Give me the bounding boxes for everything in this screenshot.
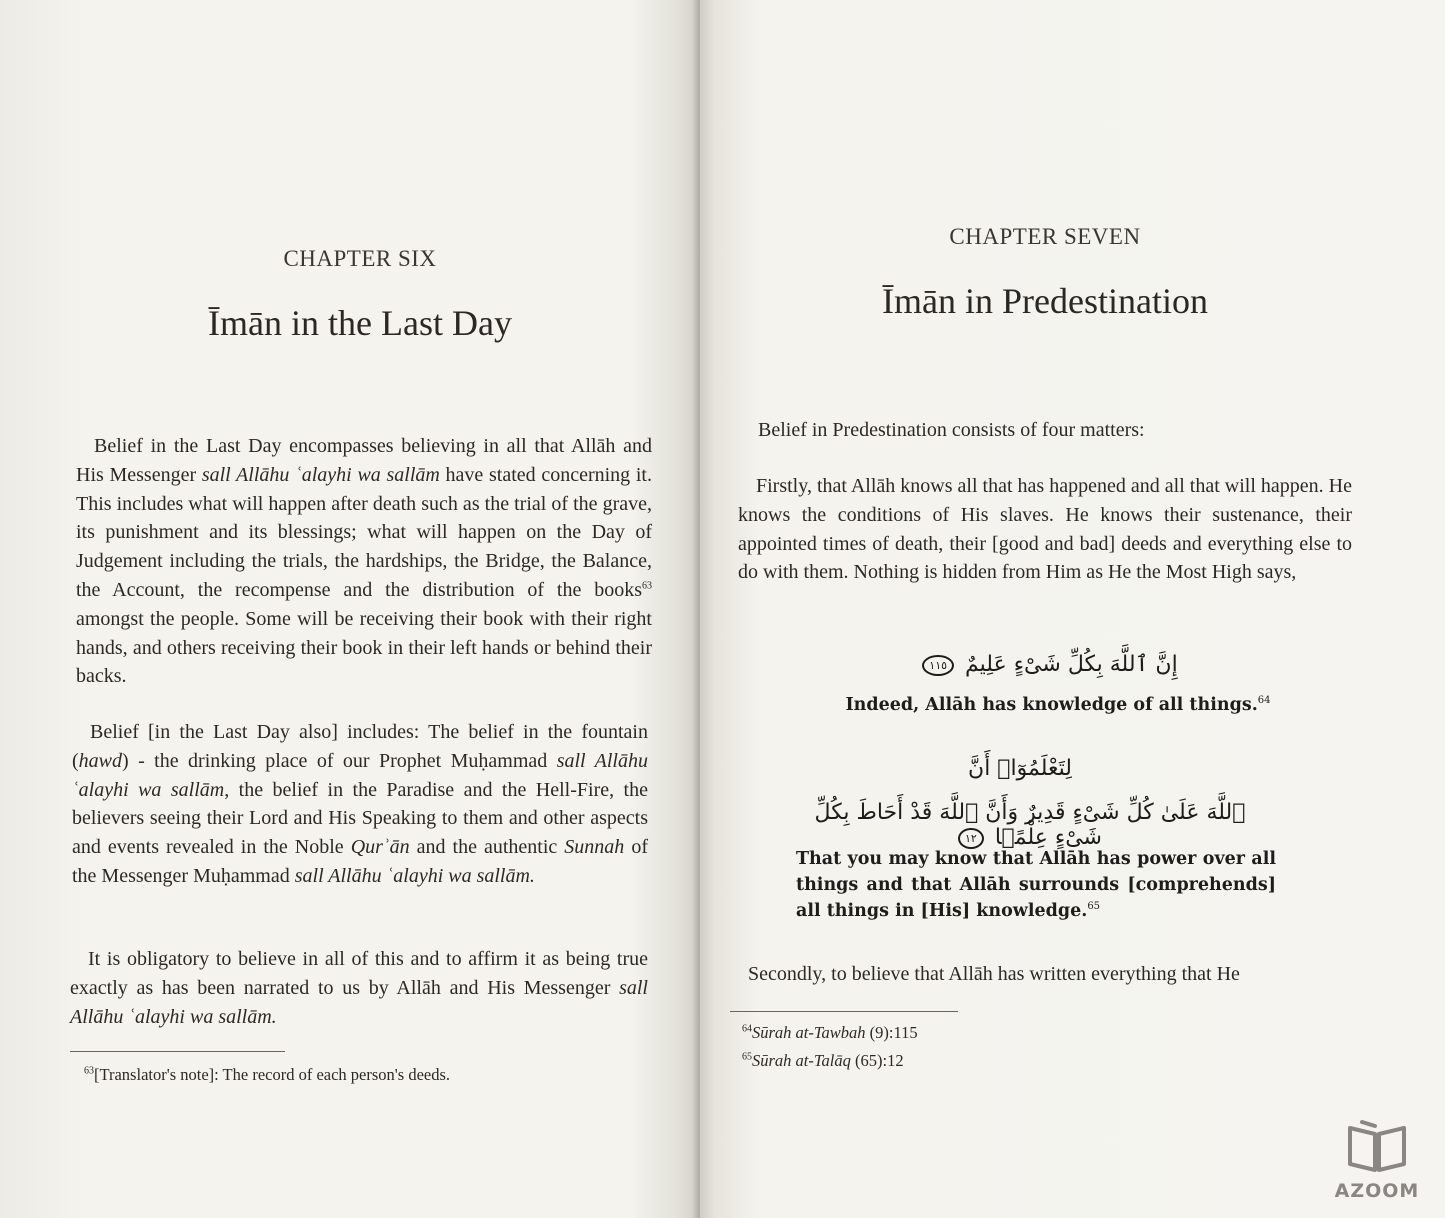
chapter-seven-title: Īmān in Predestination: [882, 281, 1208, 321]
footnote-64: $^{64}$Sūrah at-Tawbah (9):115: [742, 1023, 918, 1042]
predestination-firstly: Firstly, that Allāh knows all that has happened and all that will happen. He knows the conditions of His slaves. He knows their sustenance, their appointed times of death, their [good and bad] deeds and everything else to do with them. Nothing is hidden from Him as He the Most High says,: [738, 475, 1352, 584]
open-book-icon: [1342, 1118, 1412, 1176]
footnote-63: $^{63}$[Translator's note]: The record of each person's deeds.: [84, 1065, 451, 1084]
predestination-intro: Belief in Predestination consists of four matters:: [758, 419, 1145, 441]
chapter-six-title: Īmān in the Last Day: [208, 303, 512, 343]
footnote-ref-63: 63: [642, 580, 652, 592]
footnote-divider: [730, 1011, 958, 1012]
quran-verse-2-arabic-line-2: ٱللَّهَ عَلَىٰ كُلِّ شَىْءٍ قَدِيرٌ وَأَنَّ ٱللَّهَ قَدْ أَحَاطَ بِكُلِّ شَىْءٍ عِلْمًۢا ١٢: [814, 800, 1246, 850]
last-day-paragraph-3: It is obligatory to believe in all of this and to affirm it as being true exactly as has been narrated to us by Allāh and His Messenger sall Allāhu ʿalayhi wa sallām.: [70, 948, 648, 1028]
verse-number-badge: ١٢: [958, 828, 984, 849]
quran-verse-2-arabic-line-1: لِتَعْلَمُوٓا۟ أَنَّ: [968, 756, 1072, 781]
footnote-divider: [70, 1051, 285, 1052]
last-day-paragraph-2: Belief [in the Last Day also] includes: The belief in the fountain (hawd) - the drinking place of our Prophet Muḥammad sall Allāhu ʿalayhi wa sallām, the belief in the Paradise and the Hell-Fire, the believers seeing their Lord and His Speaking to them and other aspects and events revealed in the Noble Qurʾān and the authentic Sunnah of the Messenger Muḥammad sall Allāhu ʿalayhi wa sallām.: [72, 721, 648, 887]
chapter-six-label: CHAPTER SIX: [283, 246, 437, 271]
chapter-seven-label: CHAPTER SEVEN: [949, 224, 1141, 249]
predestination-secondly: Secondly, to believe that Allāh has written everything that He: [748, 963, 1240, 985]
left-page: [0, 0, 700, 1218]
footnote-65: $^{65}$Sūrah at-Talāq (65):12: [742, 1051, 904, 1070]
last-day-paragraph-1: Belief in the Last Day encompasses believing in all that Allāh and His Messenger sall Allāhu ʿalayhi wa sallām have stated concerning it. This includes what will happen after death such as the trial of the grave, its punishment and its blessings; what will happen on the Day of Judgement including the trials, the hardships, the Bridge, the Balance, the Account, the recompense and the distribution of the books$^{63}$ amongst the people. Some will be receiving their book with their right hands, and others receiving their book in their left hands or behind their backs.: [76, 435, 652, 688]
quran-verse-1-arabic: إِنَّ ٱللَّهَ بِكُلِّ شَىْءٍ عَلِيمٌ ١١٥: [900, 652, 1200, 677]
quran-verse-1-translation: Indeed, Allāh has knowledge of all things.$^{64}$: [845, 695, 1271, 715]
right-page: [700, 0, 1445, 1218]
azoom-watermark: [1322, 1118, 1432, 1208]
watermark-text: AZOOM: [1334, 1180, 1420, 1202]
verse-number-badge: ١١٥: [922, 655, 954, 676]
quran-verse-2-translation: That you may know that Allāh has power over all things and that Allāh surrounds [comprehends] all things in [His] knowledge.$^{65}$: [796, 849, 1276, 921]
